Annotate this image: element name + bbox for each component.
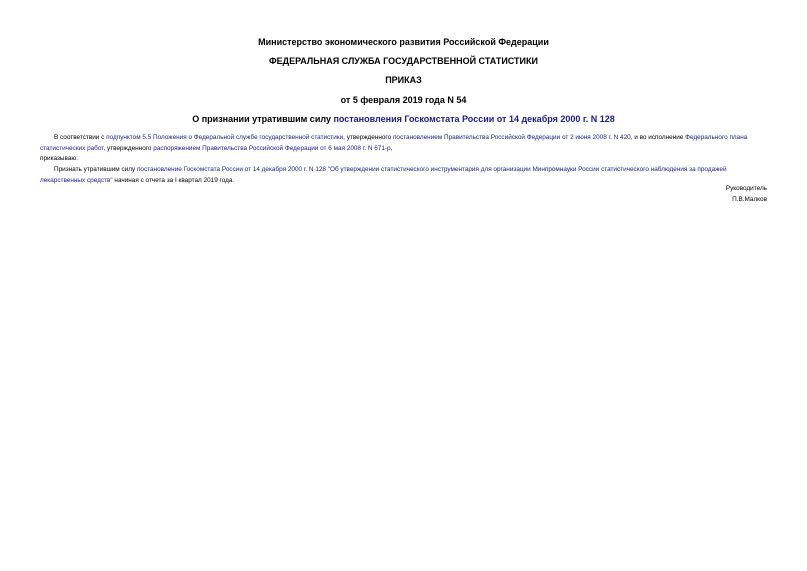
paragraph-decision [40,165,768,187]
title-link[interactable]: постановления Госкомстата России от 14 декабря 2000 г. N 128 [333,114,615,124]
p1-text-3: , и во исполнение [630,134,686,141]
link-regulation-subclause[interactable]: подпунктом 5.5 Положения о Федеральной службе государственной статистики [106,134,344,141]
p1-text-1: В соответствии с [54,134,107,141]
document-type: ПРИКАЗ [385,75,422,85]
p1-text-2: , утвержденного [343,134,393,141]
document-date-number: от 5 февраля 2019 года N 54 [340,95,467,105]
ministry-heading: Министерство экономического развития Российской Федерации [258,37,549,47]
signature-position: Руководитель [725,185,767,192]
link-federal-plan[interactable]: Федерального плана статистических работ [40,134,748,152]
link-government-decree[interactable]: постановлением Правительства Российской Федерации от 2 июня 2008 г. N 420 [392,134,631,141]
link-government-order[interactable]: распоряжением Правительства Российской Федерации от 6 мая 2008 г. N 671-р [153,144,391,152]
link-goskomstat-decree[interactable]: постановление Госкомстата России от 14 декабря 2000 г. N 128 "Об утверждении статистического инструментария для организации Минпромнауки России статистического наблюдения за продажей лекарственных средств" [40,166,727,184]
service-heading: ФЕДЕРАЛЬНАЯ СЛУЖБА ГОСУДАРСТВЕННОЙ СТАТИСТИКИ [269,56,538,66]
p3-text-1: Признать утратившим силу [54,166,137,173]
signature-name: П.В.Малков [732,196,767,203]
p1-text-4: , утвержденного [103,144,154,152]
title-prefix: О признании утратившим силу [192,114,334,124]
paragraph-order: приказываю: [40,155,78,162]
paragraph-basis [40,133,768,155]
document-title [0,114,807,125]
p1-text-5: , [390,144,393,152]
p3-text-2: начиная с отчета за I квартал 2019 года. [112,176,235,184]
